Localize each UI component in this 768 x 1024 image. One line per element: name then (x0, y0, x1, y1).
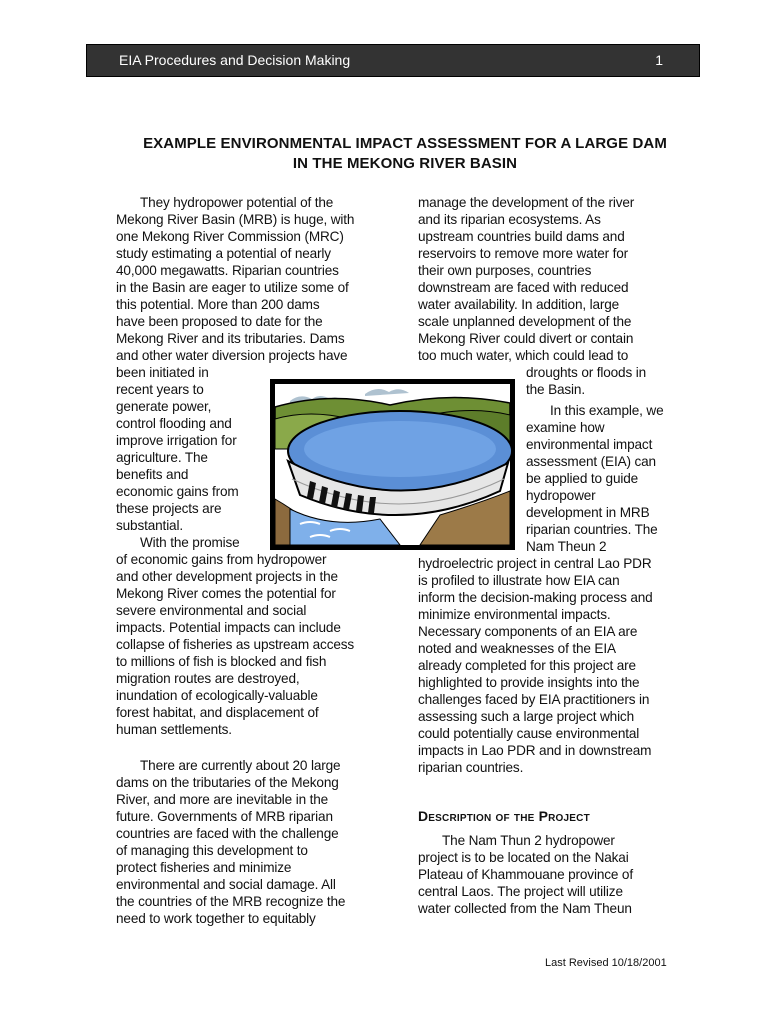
text-line: be applied to guide (526, 471, 639, 486)
text-line: development in MRB (526, 505, 650, 520)
text-line: dams on the tributaries of the Mekong (116, 775, 339, 790)
text-line: highlighted to provide insights into the (418, 675, 640, 690)
text-line: collapse of fisheries as upstream access (116, 637, 355, 652)
text-line: protect fisheries and minimize (116, 860, 292, 875)
text-line: need to work together to equitably (116, 911, 316, 926)
text-line: impacts in Lao PDR and in downstream (418, 743, 652, 758)
text-line: is profiled to illustrate how EIA can (418, 573, 620, 588)
text-line: River, and more are inevitable in the (116, 792, 329, 807)
text-line: migration routes are destroyed, (116, 671, 300, 686)
footer-revision: Last Revised 10/18/2001 (545, 957, 667, 969)
text-line: riparian countries. (418, 760, 524, 775)
title-line-1: EXAMPLE ENVIRONMENTAL IMPACT ASSESSMENT FOR A LARGE DAM (143, 135, 667, 152)
text-line: droughts or floods in (526, 365, 647, 380)
section-heading: Description of the Project (418, 808, 590, 824)
text-line: There are currently about 20 large (140, 758, 341, 773)
text-line: reservoirs to remove more water for (418, 246, 629, 261)
text-line: recent years to (116, 382, 204, 397)
text-line: riparian countries. The (526, 522, 658, 537)
text-line: economic gains from (116, 484, 239, 499)
text-line: been initiated in (116, 365, 209, 380)
text-line: to millions of fish is blocked and fish (116, 654, 327, 669)
text-line: their own purposes, countries (418, 263, 592, 278)
text-line: manage the development of the river (418, 195, 635, 210)
text-line: Mekong River could divert or contain (418, 331, 634, 346)
text-line: Mekong River comes the potential for (116, 586, 336, 601)
text-line: the Basin. (526, 382, 585, 397)
text-line: With the promise (140, 535, 240, 550)
text-line: Plateau of Khammouane province of (418, 867, 633, 882)
text-line: severe environmental and social (116, 603, 307, 618)
text-line: Necessary components of an EIA are (418, 624, 638, 639)
text-line: the countries of the MRB recognize the (116, 894, 346, 909)
text-line: examine how (526, 420, 605, 435)
text-line: 40,000 megawatts. Riparian countries (116, 263, 339, 278)
text-line: have been proposed to date for the (116, 314, 323, 329)
text-line: challenges faced by EIA practitioners in (418, 692, 650, 707)
document-title (120, 134, 690, 174)
text-line: already completed for this project are (418, 658, 636, 673)
text-line: upstream countries build dams and (418, 229, 625, 244)
dam-reservoir-illustration (270, 379, 515, 550)
text-line: human settlements. (116, 722, 232, 737)
text-line: improve irrigation for (116, 433, 237, 448)
text-line: could potentially cause environmental (418, 726, 640, 741)
text-line: countries are faced with the challenge (116, 826, 339, 841)
text-line: central Laos. The project will utilize (418, 884, 623, 899)
text-line: and its riparian ecosystems. As (418, 212, 601, 227)
text-line: and other development projects in the (116, 569, 338, 584)
header-bar (86, 44, 700, 77)
text-line: inundation of ecologically-valuable (116, 688, 318, 703)
text-line: one Mekong River Commission (MRC) (116, 229, 344, 244)
text-line: in the Basin are eager to utilize some of (116, 280, 349, 295)
text-line: and other water diversion projects have (116, 348, 348, 363)
header-title: EIA Procedures and Decision Making (119, 52, 351, 68)
text-line: Mekong River and its tributaries. Dams (116, 331, 345, 346)
text-line: of economic gains from hydropower (116, 552, 327, 567)
text-line: Nam Theun 2 (526, 539, 607, 554)
text-line: water availability. In addition, large (418, 297, 620, 312)
text-line: noted and weaknesses of the EIA (418, 641, 616, 656)
text-line: water collected from the Nam Theun (418, 901, 632, 916)
text-line: In this example, we (550, 403, 664, 418)
text-line: inform the decision-making process and (418, 590, 653, 605)
text-line: these projects are (116, 501, 222, 516)
text-line: project is to be located on the Nakai (418, 850, 629, 865)
text-line: hydropower (526, 488, 596, 503)
text-line: environmental and social damage. All (116, 877, 336, 892)
text-line: minimize environmental impacts. (418, 607, 611, 622)
text-line: assessing such a large project which (418, 709, 634, 724)
text-line: study estimating a potential of nearly (116, 246, 331, 261)
text-line: generate power, (116, 399, 212, 414)
text-line: future. Governments of MRB riparian (116, 809, 333, 824)
text-line: substantial. (116, 518, 183, 533)
text-line: environmental impact (526, 437, 653, 452)
page-number: 1 (655, 52, 663, 68)
text-line: of managing this development to (116, 843, 308, 858)
text-line: downstream are faced with reduced (418, 280, 629, 295)
text-line: this potential. More than 200 dams (116, 297, 320, 312)
text-line: They hydropower potential of the (140, 195, 334, 210)
text-line: scale unplanned development of the (418, 314, 632, 329)
text-line: assessment (EIA) can (526, 454, 656, 469)
text-line: control flooding and (116, 416, 232, 431)
text-line: agriculture. The (116, 450, 208, 465)
text-line: too much water, which could lead to (418, 348, 629, 363)
text-line: benefits and (116, 467, 189, 482)
text-line: forest habitat, and displacement of (116, 705, 319, 720)
text-line: The Nam Thun 2 hydropower (442, 833, 615, 848)
text-line: hydroelectric project in central Lao PDR (418, 556, 652, 571)
text-line: impacts. Potential impacts can include (116, 620, 341, 635)
text-line: Mekong River Basin (MRB) is huge, with (116, 212, 355, 227)
title-line-2: IN THE MEKONG RIVER BASIN (292, 155, 518, 172)
